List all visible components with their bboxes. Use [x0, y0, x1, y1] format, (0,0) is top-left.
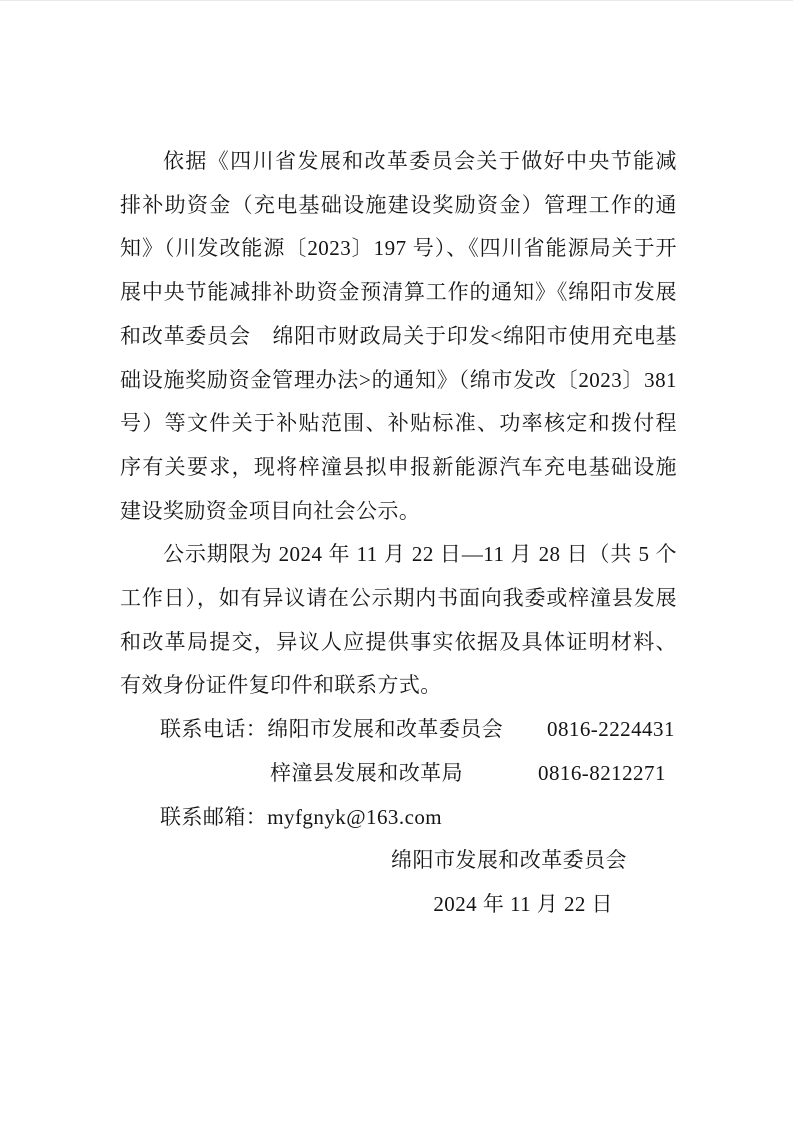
contact-phone-label: 联系电话： — [160, 717, 268, 742]
paragraph-legal-basis: 依据《四川省发展和改革委员会关于做好中央节能减排补助资金（充电基础设施建设奖励资金）管理工作的通知》（川发改能源〔2023〕197 号）、《四川省能源局关于开展中央节能减排补助资金预清算工作的通知》《绵阳市发展和改革委员会 绵阳市财政局关于印发<绵阳市使用充电基础设施奖励资金管理办法>的通知》（绵市发改〔2023〕381 号）等文件关于补贴范围、补贴标准、功率核定和拨付程序有关要求，现将梓潼县拟申报新能源汽车充电基础设施建设奖励资金项目向社会公示。 — [120, 149, 677, 523]
contact-phone-number-2: 0816-8212271 — [538, 760, 666, 785]
contact-email-row — [120, 796, 677, 840]
contact-email-label: 联系邮箱： — [160, 804, 268, 829]
notice-body — [120, 140, 677, 927]
contact-email-value: myfgnyk@163.com — [267, 804, 443, 829]
contact-phone-row-2 — [120, 752, 677, 796]
paragraph-publicity-period: 公示期限为 2024 年 11 月 22 日—11 月 28 日（共 5 个工作日），如有异议请在公示期内书面向我委或梓潼县发展和改革局提交，异议人应提供事实依据及具体证明材料、有效身份证件复印件和联系方式。 — [120, 542, 677, 698]
contact-phone-org-1: 绵阳市发展和改革委员会 — [267, 717, 504, 742]
contact-phone-org-2: 梓潼县发展和改革局 — [270, 760, 464, 785]
contact-phone-entry-1 — [160, 717, 503, 741]
contact-phone-number-1: 0816-2224431 — [547, 717, 675, 742]
contact-phone-row-1 — [120, 708, 677, 752]
signature-org: 绵阳市发展和改革委员会 — [391, 848, 627, 873]
signature-date: 2024 年 11 月 22 日 — [433, 891, 613, 916]
